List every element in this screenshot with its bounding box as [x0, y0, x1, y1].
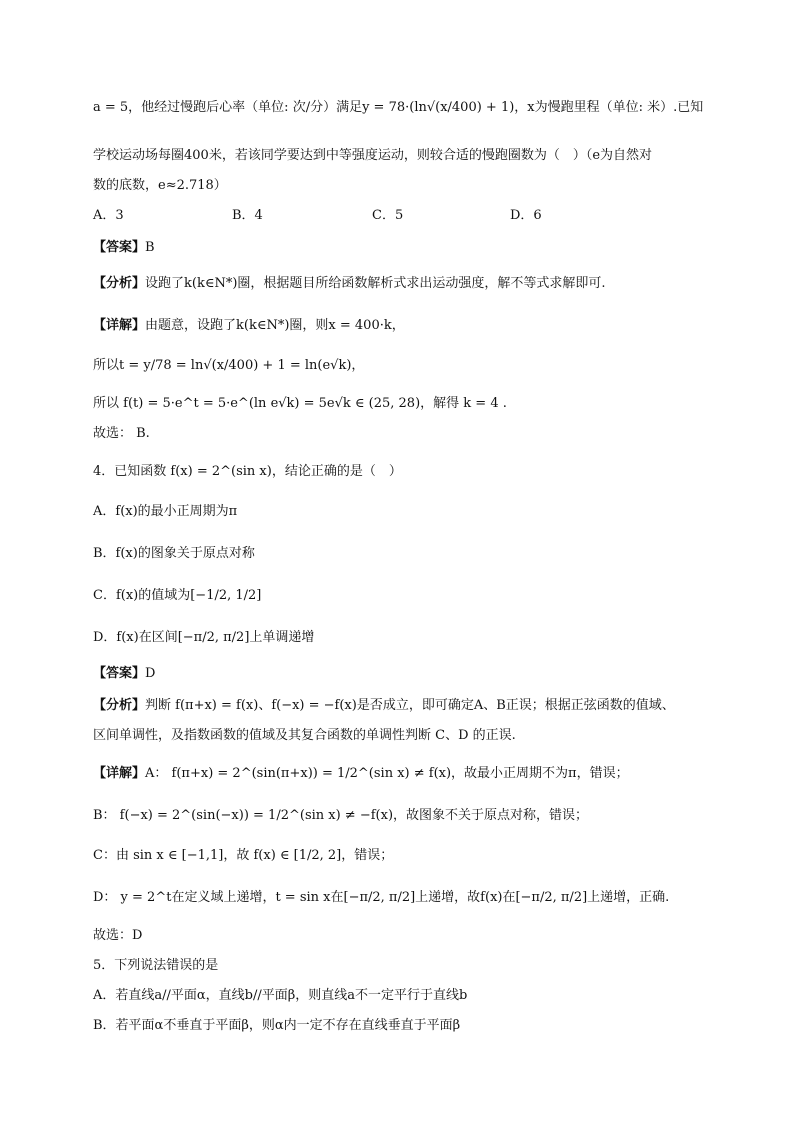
q3-stem-line3: 数的底数，e≈2.718）: [93, 178, 227, 193]
q5-option-b: B．若平面α不垂直于平面β，则α内一定不存在直线垂直于平面β: [93, 1018, 461, 1033]
q4-answer: [93, 664, 155, 684]
q3-option-a: A．3: [93, 208, 124, 223]
q3-detail-line1: [93, 316, 405, 336]
q3-choose: 故选： B.: [93, 426, 150, 441]
q3-option-b: B．4: [232, 208, 263, 223]
answer-tag: 【答案】: [93, 666, 146, 681]
answer-value: D: [145, 666, 156, 681]
q4-choose: 故选：D: [93, 928, 143, 943]
analysis-tag: 【分析】: [93, 698, 146, 713]
q4-option-b: B．f(x)的图象关于原点对称: [93, 546, 255, 561]
q4-analysis-line1: [93, 696, 675, 716]
q3-answer: [93, 238, 155, 258]
q3-option-d: D．6: [510, 208, 542, 223]
detail-text: 由题意，设跑了k(k∈N*)圈，则x = 400·k，: [145, 318, 405, 333]
q3-stem-line2: 学校运动场每圈400米，若该同学要达到中等强度运动，则较合适的慢跑圈数为（ ）（e为自然对: [93, 148, 653, 163]
q4-detail-b: B： f(−x) = 2^(sin(−x)) = 1/2^(sin x) ≠ −f(x)，故图象不关于原点对称，错误；: [93, 808, 589, 823]
detail-text: A： f(π+x) = 2^(sin(π+x)) = 1/2^(sin x) ≠ f(x)，故最小正周期不为π，错误；: [145, 766, 629, 781]
analysis-text: 设跑了k(k∈N*)圈，根据题目所给函数解析式求出运动强度，解不等式求解即可.: [145, 276, 606, 291]
q3-detail-line3: 所以 f(t) = 5·e^t = 5·e^(ln e√k) = 5e√k ∈ (25, 28)，解得 k = 4 .: [93, 396, 507, 411]
q5-stem: 5．下列说法错误的是: [93, 958, 219, 973]
q4-detail-d: D： y = 2^t在定义域上递增，t = sin x在[−π/2, π/2]上递增，故f(x)在[−π/2, π/2]上递增，正确.: [93, 890, 670, 905]
q4-detail-a: [93, 764, 629, 784]
q5-option-a: A．若直线a//平面α，直线b//平面β，则直线a不一定平行于直线b: [93, 988, 468, 1003]
analysis-text: 判断 f(π+x) = f(x)、f(−x) = −f(x)是否成立，即可确定A、B正误；根据正弦函数的值域、: [145, 698, 675, 713]
q3-detail-line2: 所以t = y/78 = ln√(x/400) + 1 = ln(e√k)，: [93, 358, 365, 373]
q3-option-c: C．5: [372, 208, 404, 223]
q4-option-c: C．f(x)的值域为[−1/2, 1/2]: [93, 588, 262, 603]
q4-detail-c: C：由 sin x ∈ [−1,1]，故 f(x) ∈ [1/2, 2]，错误；: [93, 848, 394, 863]
detail-tag: 【详解】: [93, 766, 146, 781]
q3-stem-line1: a = 5，他经过慢跑后心率（单位: 次/分）满足y = 78·(ln√(x/400) + 1)，x为慢跑里程（单位: 米）.已知: [93, 100, 704, 115]
detail-tag: 【详解】: [93, 318, 146, 333]
q4-option-d: D．f(x)在区间[−π/2, π/2]上单调递增: [93, 630, 315, 645]
q4-analysis-line2: 区间单调性，及指数函数的值域及其复合函数的单调性判断 C、D 的正误.: [93, 728, 516, 743]
q3-analysis: [93, 274, 606, 294]
answer-tag: 【答案】: [93, 240, 146, 255]
analysis-tag: 【分析】: [93, 276, 146, 291]
q4-option-a: A．f(x)的最小正周期为π: [93, 504, 238, 519]
answer-value: B: [145, 240, 155, 255]
q4-stem: 4．已知函数 f(x) = 2^(sin x)，结论正确的是（ ）: [93, 464, 402, 479]
